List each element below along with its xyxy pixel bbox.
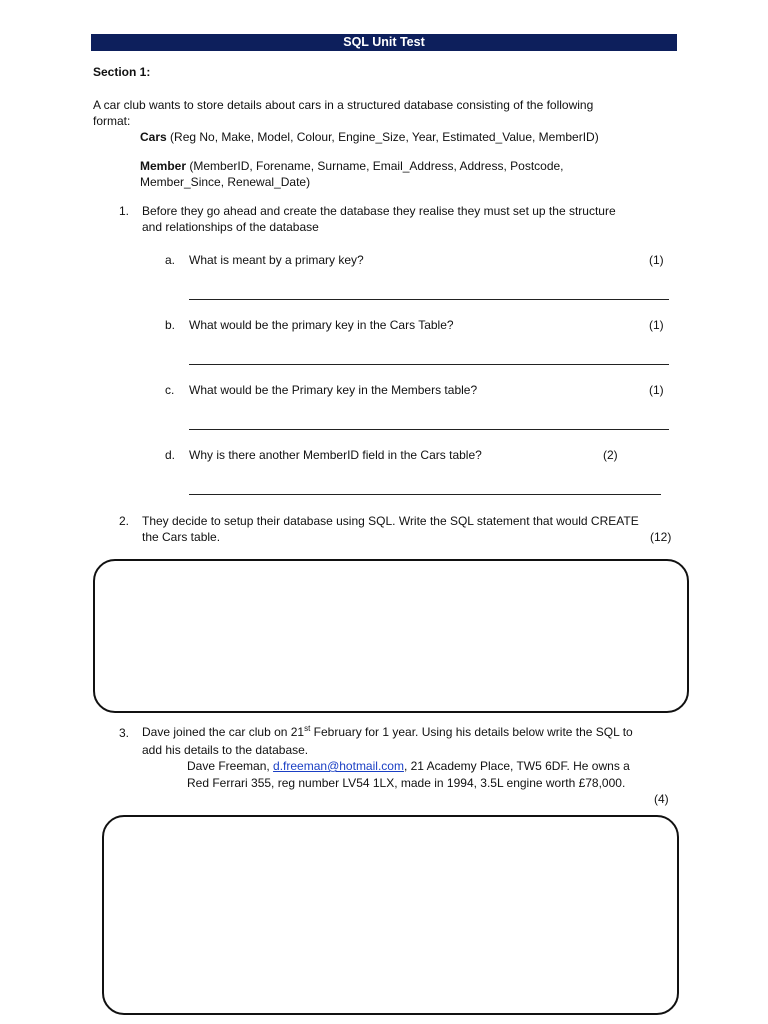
q1d-letter: d. (165, 448, 176, 462)
q1b-text: What would be the primary key in the Cars Table? (189, 318, 454, 332)
q3-marks: (4) (654, 792, 669, 806)
intro-line-2: format: (93, 114, 131, 128)
q2-marks: (12) (650, 530, 672, 544)
member-schema (140, 159, 564, 173)
q1c-answer-line[interactable] (189, 429, 669, 430)
cars-table-name: Cars (140, 130, 167, 144)
q2-text-2: the Cars table. (142, 530, 221, 544)
q3-text-2: add his details to the database. (142, 743, 309, 757)
email-link[interactable]: d.freeman@hotmail.com (273, 759, 404, 773)
q3-text-1-start: Dave joined the car club on 21 (142, 725, 305, 739)
q1-text-2: and relationships of the database (142, 220, 319, 234)
member-table-fields-1: (MemberID, Forename, Surname, Email_Address, Address, Postcode, (189, 159, 564, 173)
q3-address: , 21 Academy Place, TW5 6DF. He owns a (403, 759, 630, 773)
q1c-marks: (1) (649, 383, 664, 397)
q3-details-2: Red Ferrari 355, reg number LV54 1LX, made in 1994, 3.5L engine worth £78,000. (187, 776, 626, 790)
cars-table-fields: (Reg No, Make, Model, Colour, Engine_Size, Year, Estimated_Value, MemberID) (170, 130, 599, 144)
page-title: SQL Unit Test (91, 34, 677, 51)
q1c-letter: c. (165, 383, 175, 397)
q1-number: 1. (119, 204, 130, 218)
q1d-text: Why is there another MemberID field in the Cars table? (189, 448, 482, 462)
q1b-answer-line[interactable] (189, 364, 669, 365)
q1c-text: What would be the Primary key in the Members table? (189, 383, 478, 397)
q3-text-1 (142, 724, 633, 739)
member-table-fields-2: Member_Since, Renewal_Date) (140, 175, 311, 189)
q1d-marks: (2) (603, 448, 618, 462)
q3-number: 3. (119, 726, 130, 740)
cars-schema (140, 130, 599, 144)
q1b-marks: (1) (649, 318, 664, 332)
q1-text-1: Before they go ahead and create the database they realise they must set up the structure (142, 204, 616, 218)
q1a-letter: a. (165, 253, 176, 267)
q3-details-1 (187, 759, 630, 773)
q3-member-name: Dave Freeman, (187, 759, 274, 773)
q1d-answer-line[interactable] (189, 494, 661, 495)
q2-answer-box[interactable] (93, 559, 689, 713)
q1b-letter: b. (165, 318, 176, 332)
q1a-text: What is meant by a primary key? (189, 253, 364, 267)
q1a-answer-line[interactable] (189, 299, 669, 300)
q3-answer-box[interactable] (102, 815, 679, 1015)
intro-line-1: A car club wants to store details about cars in a structured database consisting of the following (93, 98, 594, 112)
q2-number: 2. (119, 514, 130, 528)
member-table-name: Member (140, 159, 187, 173)
q2-text-1: They decide to setup their database using SQL. Write the SQL statement that would CREATE (142, 514, 639, 528)
section-heading: Section 1: (93, 65, 151, 79)
q3-ordinal-suffix: st (304, 724, 311, 733)
q1a-marks: (1) (649, 253, 664, 267)
q3-text-1-end: February for 1 year. Using his details below write the SQL to (310, 725, 633, 739)
